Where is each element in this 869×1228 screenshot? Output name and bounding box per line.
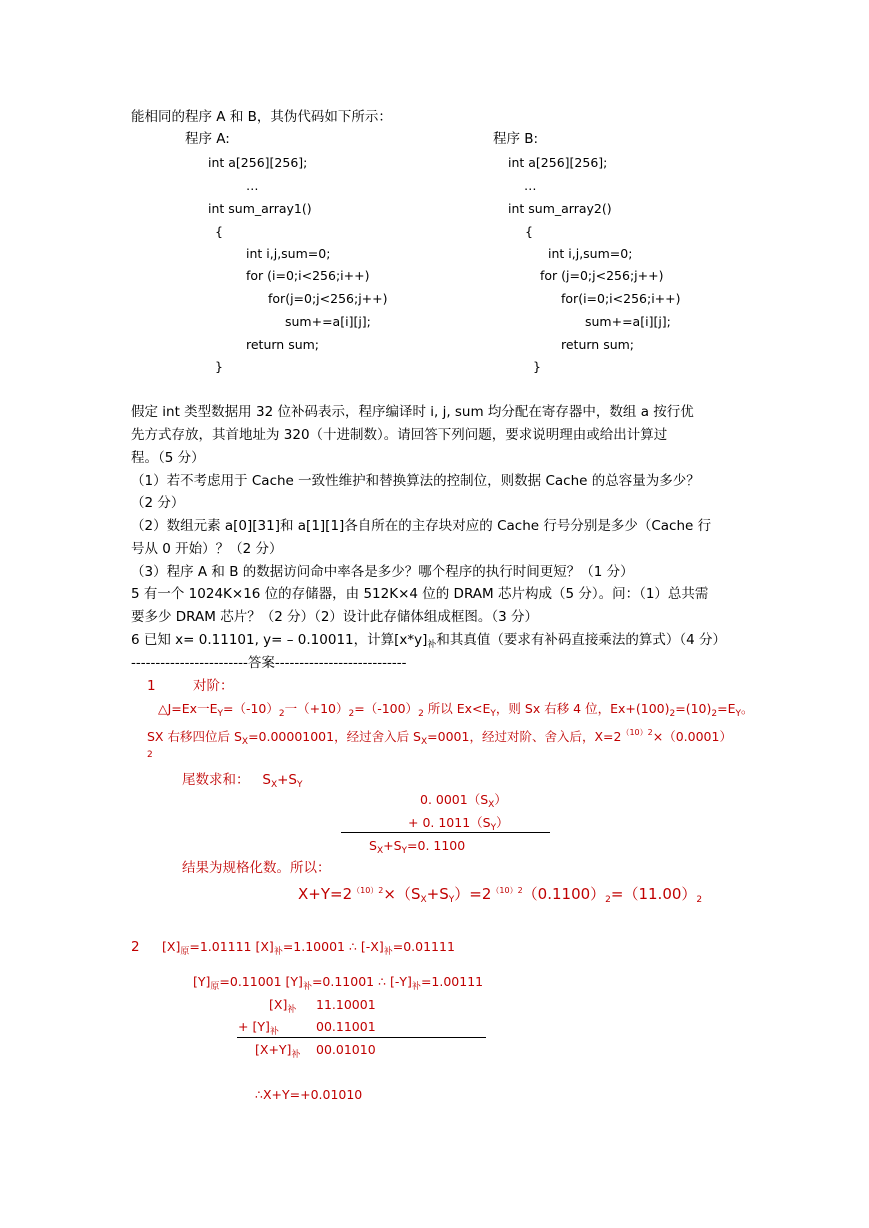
program-a-line: {: [215, 224, 223, 239]
q6-sub: 补: [427, 640, 437, 650]
answer-1-number: 1: [147, 678, 156, 694]
sub-question: （3）程序 A 和 B 的数据访问命中率各是多少？哪个程序的执行时间更短？（1 分）: [131, 564, 634, 580]
answer-2-number: 2: [131, 939, 140, 955]
program-a-line: for (i=0;i<256;i++): [246, 268, 370, 283]
program-b-line: return sum;: [561, 337, 635, 352]
program-b-line: int i,j,sum=0;: [548, 246, 633, 261]
program-b-line: int sum_array2(): [508, 201, 612, 216]
program-b-line: for (j=0;j<256;j++): [540, 268, 664, 283]
question-6: [131, 631, 726, 654]
sum-row-1: 0. $0001(S_X)$: [420, 792, 507, 810]
program-b-line: }: [533, 359, 541, 374]
q6-suffix: 和其真值（要求有补码直接乘法的算式）（4 分）: [436, 632, 727, 648]
sub-question: （1）若不考虑用于 Cache 一致性维护和替换算法的控制位，则数据 Cache 的总容量为多少？: [131, 473, 700, 489]
q6-prefix: 6 已知 x= 0.11101, y= – 0.10011，计算[x*y]: [131, 632, 428, 648]
program-b-line: for(i=0;i<256;i++): [561, 291, 681, 306]
program-a-line: int a[256][256];: [208, 155, 308, 170]
intro-text: 能相同的程序 A 和 B，其伪代码如下所示：: [131, 109, 392, 125]
program-a-line: …: [246, 178, 259, 193]
answer-1-line-1: △J=Ex一$E_Y=(-10)_2$一$(+10)_2=(-100)_2$ 所以 $Ex<E_Y$，则 Sx 右移 4 位，$Ex+(100)_2=(10)_2=E_Y$。: [158, 701, 754, 719]
sum-row-2: + 0. $1011(S_Y)$: [408, 815, 509, 833]
program-a-line: int i,j,sum=0;: [246, 246, 331, 261]
program-a-line: for(j=0;j<256;j++): [268, 291, 388, 306]
answer-1-heading: 对阶：: [193, 678, 234, 694]
question-paragraph: 先方式存放，其首地址为 320（十进制数）。请回答下列问题，要求说明理由或给出计算过: [131, 427, 668, 443]
question-5: 要多少 DRAM 芯片？（2 分）（2）设计此存储体组成框图。（3 分）: [131, 609, 539, 625]
calc-divider: [237, 1037, 486, 1038]
program-a-line: int sum_array1(): [208, 201, 312, 216]
program-a-line: sum+=a[i][j];: [285, 314, 371, 329]
sub-question: （2 分）: [131, 495, 185, 511]
answer-1-line-2: SX 右移四位后 $S_X=0.00001001$，经过舍入后 $S_X=0001$，经过对阶、舍入后，$X=2^{(10)2}\times(0.0001)$: [147, 728, 732, 747]
program-b-title: 程序 B:: [493, 131, 539, 147]
sum-row-3: $S_X+S_Y=0$. 1100: [369, 838, 466, 856]
calc-row-value: 00.11001: [316, 1019, 376, 1034]
sub-question: 号从 0 开始）？（2 分）: [131, 541, 283, 557]
program-b-line: int a[256][256];: [508, 155, 608, 170]
sum-divider: [341, 832, 550, 833]
answer-1-conclusion: 结果为规格化数。所以：: [182, 860, 331, 876]
calc-row-label: + $[Y]_补$: [238, 1019, 279, 1037]
calc-row-label: $[X]_补$: [269, 997, 297, 1015]
program-a-line: }: [215, 359, 223, 374]
calc-row-value: 11.10001: [316, 997, 376, 1012]
program-b-line: sum+=a[i][j];: [585, 314, 671, 329]
answer-1-line-3: 2: [147, 750, 153, 760]
program-b-line: …: [524, 178, 537, 193]
question-paragraph: 程。（5 分）: [131, 450, 205, 466]
answer-2-result: ∴X+Y=+0.01010: [255, 1087, 363, 1102]
question-paragraph: 假定 int 类型数据用 32 位补码表示，程序编译时 i, j, sum 均分配在寄存器中，数组 a 按行优: [131, 404, 694, 420]
program-a-line: return sum;: [246, 337, 320, 352]
answer-2-line-1: $[X]_原=1.01111$ $[X]_补=1.10001$ ∴ $[-X]_补=0.01111$: [162, 939, 455, 957]
sub-question: （2）数组元素 a[0][31]和 a[1][1]各自所在的主存块对应的 Cache 行号分别是多少（Cache 行: [131, 518, 712, 534]
calc-row-value: 00.01010: [316, 1042, 376, 1057]
question-5: 5 有一个 1024K×16 位的存储器，由 512K×4 位的 DRAM 芯片构成（5 分）。问：（1）总共需: [131, 586, 709, 602]
program-b-line: {: [525, 224, 533, 239]
answer-1-final: $X+Y=2^{(10)2}\times(S_X+S_Y)=2^{(10)2}(0.1100)_2=(11.00)_2$: [298, 885, 703, 905]
answer-2-line-2: $[Y]_原=0.11001$ $[Y]_补=0.11001$ ∴ $[-Y]_补=1.00111$: [193, 974, 484, 992]
answer-divider: ------------------------答案---------------------------: [131, 655, 407, 671]
program-a-title: 程序 A:: [185, 131, 230, 147]
tail-sum-label: 尾数求和： $S_X+S_Y$: [182, 772, 303, 790]
calc-row-label: $[X+Y]_补$: [255, 1042, 301, 1060]
